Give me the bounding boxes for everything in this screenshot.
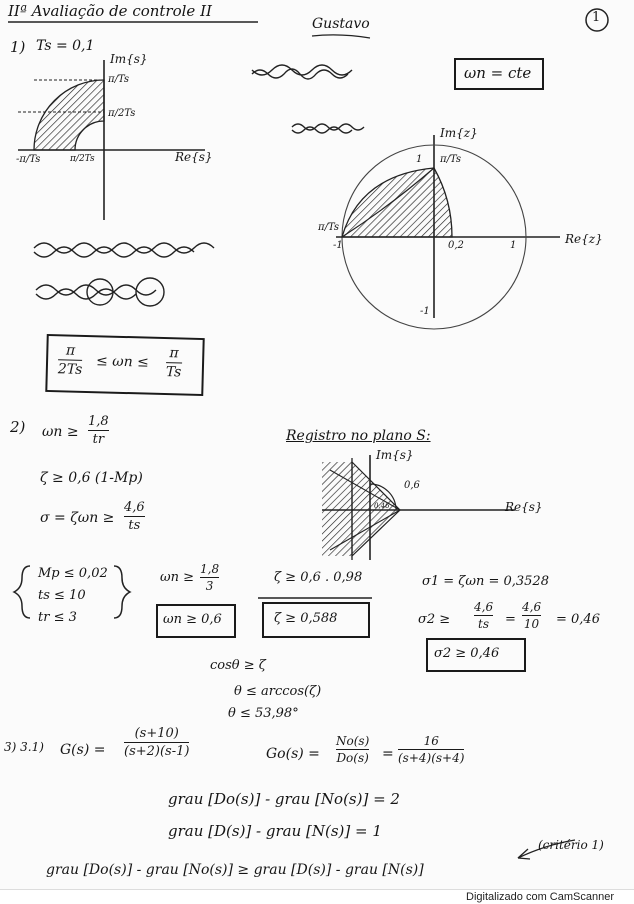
q2-sigma-rel: σ = ζωn ≥ bbox=[40, 510, 115, 526]
q2-wn-den: tr bbox=[92, 432, 105, 447]
sigma2-result-text: σ2 ≥ 0,46 bbox=[434, 646, 500, 661]
zeta-result-box bbox=[262, 602, 370, 638]
q2-zeta-calc: ζ ≥ 0,6 . 0,98 bbox=[274, 570, 363, 585]
q2-spec-mp: Mp ≤ 0,02 bbox=[38, 566, 108, 581]
q3-grau2: grau [D(s)] - grau [N(s)] = 1 bbox=[168, 822, 382, 840]
q1-ts: Ts = 0,1 bbox=[36, 38, 95, 54]
q1-z-tick-pi-ts-left: π/Ts bbox=[318, 222, 340, 233]
q2-cos-line: cosθ ≥ ζ bbox=[210, 658, 266, 673]
q3-g-num: (s+10) bbox=[134, 726, 179, 741]
q2-sigma-den: ts bbox=[128, 518, 141, 533]
q1-z-tick-pi-ts: π/Ts bbox=[440, 154, 462, 165]
wn-range-left-num: π bbox=[65, 342, 76, 359]
q1-label: 1) bbox=[10, 38, 26, 56]
q2-wn-calc-den: 3 bbox=[205, 579, 214, 593]
q2-label: 2) bbox=[10, 418, 26, 436]
q1-tick-pi-2ts: π/2Ts bbox=[108, 108, 136, 119]
q2-axis-re-s: Re{s} bbox=[505, 500, 543, 514]
q3-g-den: (s+2)(s-1) bbox=[124, 744, 190, 759]
specs-left-brace bbox=[14, 566, 30, 618]
sigma2-result-box bbox=[426, 638, 526, 672]
q2-wn-num: 1,8 bbox=[88, 414, 109, 429]
q2-sigma2-val: = 0,46 bbox=[556, 612, 600, 627]
q2-sigma2-num2: 4,6 bbox=[522, 600, 542, 614]
wn-constant-text: ωn = cte bbox=[464, 64, 532, 82]
q2-theta-value: θ ≤ 53,98° bbox=[228, 706, 299, 721]
q2-spec-tr: tr ≤ 3 bbox=[38, 610, 77, 625]
q3-go-lhs: Go(s) = bbox=[266, 746, 320, 762]
q2-sigma2-num1: 4,6 bbox=[474, 600, 494, 614]
scanner-footer: Digitalizado com CamScanner bbox=[0, 889, 634, 903]
q3-g-lhs: G(s) = bbox=[60, 742, 106, 758]
wn-range-box bbox=[45, 334, 204, 396]
q2-sigma1: σ1 = ζωn = 0,3528 bbox=[422, 574, 549, 589]
q2-sigma2-eq: = bbox=[505, 612, 516, 627]
q3-go-num2: 16 bbox=[423, 734, 439, 748]
q3-go-den1: Do(s) bbox=[336, 751, 369, 765]
wn-result-box bbox=[156, 604, 236, 638]
q3-criterio: (critério 1) bbox=[538, 838, 604, 852]
q2-sigma2-frac2 bbox=[522, 600, 541, 631]
specs-right-brace bbox=[114, 566, 130, 618]
wn-range-right-num: π bbox=[169, 345, 179, 362]
q2-wn-frac bbox=[88, 414, 109, 447]
q3-grau1: grau [Do(s)] - grau [No(s)] = 2 bbox=[168, 790, 400, 808]
page-title: IIª Avaliação de controle II bbox=[8, 2, 212, 20]
wn-range-left-den: 2Ts bbox=[57, 361, 83, 378]
q2-axis-im-s: Im{s} bbox=[376, 448, 414, 462]
q1-z-tick-1-top: 1 bbox=[416, 154, 423, 165]
author-underline bbox=[312, 35, 370, 38]
q2-theta-line: θ ≤ arccos(ζ) bbox=[234, 684, 322, 699]
q2-wn-rel: ωn ≥ bbox=[42, 424, 79, 440]
q2-sigma2-den2: 10 bbox=[523, 617, 540, 631]
q3-go-frac1 bbox=[336, 734, 369, 765]
author-name: Gustavo bbox=[312, 16, 370, 32]
q2-small-tick: 0,46 bbox=[374, 502, 390, 510]
q3-go-eq: = bbox=[382, 746, 394, 762]
q2-s-plane-sketch bbox=[322, 455, 515, 560]
q1-axis-re-s: Re{s} bbox=[175, 150, 213, 164]
q1-axis-re-z: Re{z} bbox=[565, 232, 603, 246]
q1-tick-pi-ts: π/Ts bbox=[108, 74, 130, 85]
wn-result-text: ωn ≥ 0,6 bbox=[163, 612, 222, 627]
wn-constant-box bbox=[454, 58, 544, 90]
q1-z-tick-neg1: -1 bbox=[333, 240, 343, 251]
q2-registro: Registro no plano S: bbox=[286, 428, 431, 444]
q2-sigma-frac bbox=[124, 500, 145, 533]
q2-wn-calc-frac bbox=[200, 562, 219, 593]
q2-spec-ts: ts ≤ 10 bbox=[38, 588, 86, 603]
q2-sigma-num: 4,6 bbox=[124, 500, 145, 515]
wn-range-right-frac bbox=[166, 345, 182, 380]
q1-axis-im-s: Im{s} bbox=[110, 52, 148, 66]
q2-tick-06: 0,6 bbox=[404, 480, 420, 491]
q2-zeta-rel: ζ ≥ 0,6 (1-Mp) bbox=[40, 470, 143, 486]
q1-z-tick-1-right: 1 bbox=[510, 240, 517, 251]
q2-sigma2-frac1 bbox=[474, 600, 493, 631]
wn-range-right-den: Ts bbox=[165, 364, 182, 381]
page-number: 1 bbox=[592, 10, 601, 25]
q1-z-tick-02: 0,2 bbox=[448, 240, 464, 251]
q1-axis-im-z: Im{z} bbox=[440, 126, 478, 140]
q3-go-den2: (s+4)(s+4) bbox=[398, 751, 465, 765]
wn-range-left-frac bbox=[58, 342, 83, 378]
q2-wn-calc-num: 1,8 bbox=[200, 562, 220, 576]
q3-go-num1: No(s) bbox=[336, 734, 370, 748]
q3-g-frac bbox=[124, 726, 189, 759]
q1-tick-neg-pi-ts: -π/Ts bbox=[16, 154, 41, 165]
q1-z-tick-neg1-bottom: -1 bbox=[420, 306, 430, 317]
q2-wn-calc-rel: ωn ≥ bbox=[160, 570, 194, 585]
zeta-result-text: ζ ≥ 0,588 bbox=[274, 611, 338, 626]
wn-range-mid: ≤ ωn ≤ bbox=[95, 353, 150, 371]
q3-grau3: grau [Do(s)] - grau [No(s)] ≥ grau [D(s)] - grau [N(s)] bbox=[46, 862, 424, 878]
q3-go-frac2 bbox=[398, 734, 464, 765]
q2-sigma2-den1: ts bbox=[478, 617, 490, 631]
q2-sigma2-rel: σ2 ≥ bbox=[418, 612, 451, 627]
q1-tick-pi-2ts-small: π/2Ts bbox=[70, 154, 95, 164]
q3-label: 3) 3.1) bbox=[4, 740, 44, 754]
